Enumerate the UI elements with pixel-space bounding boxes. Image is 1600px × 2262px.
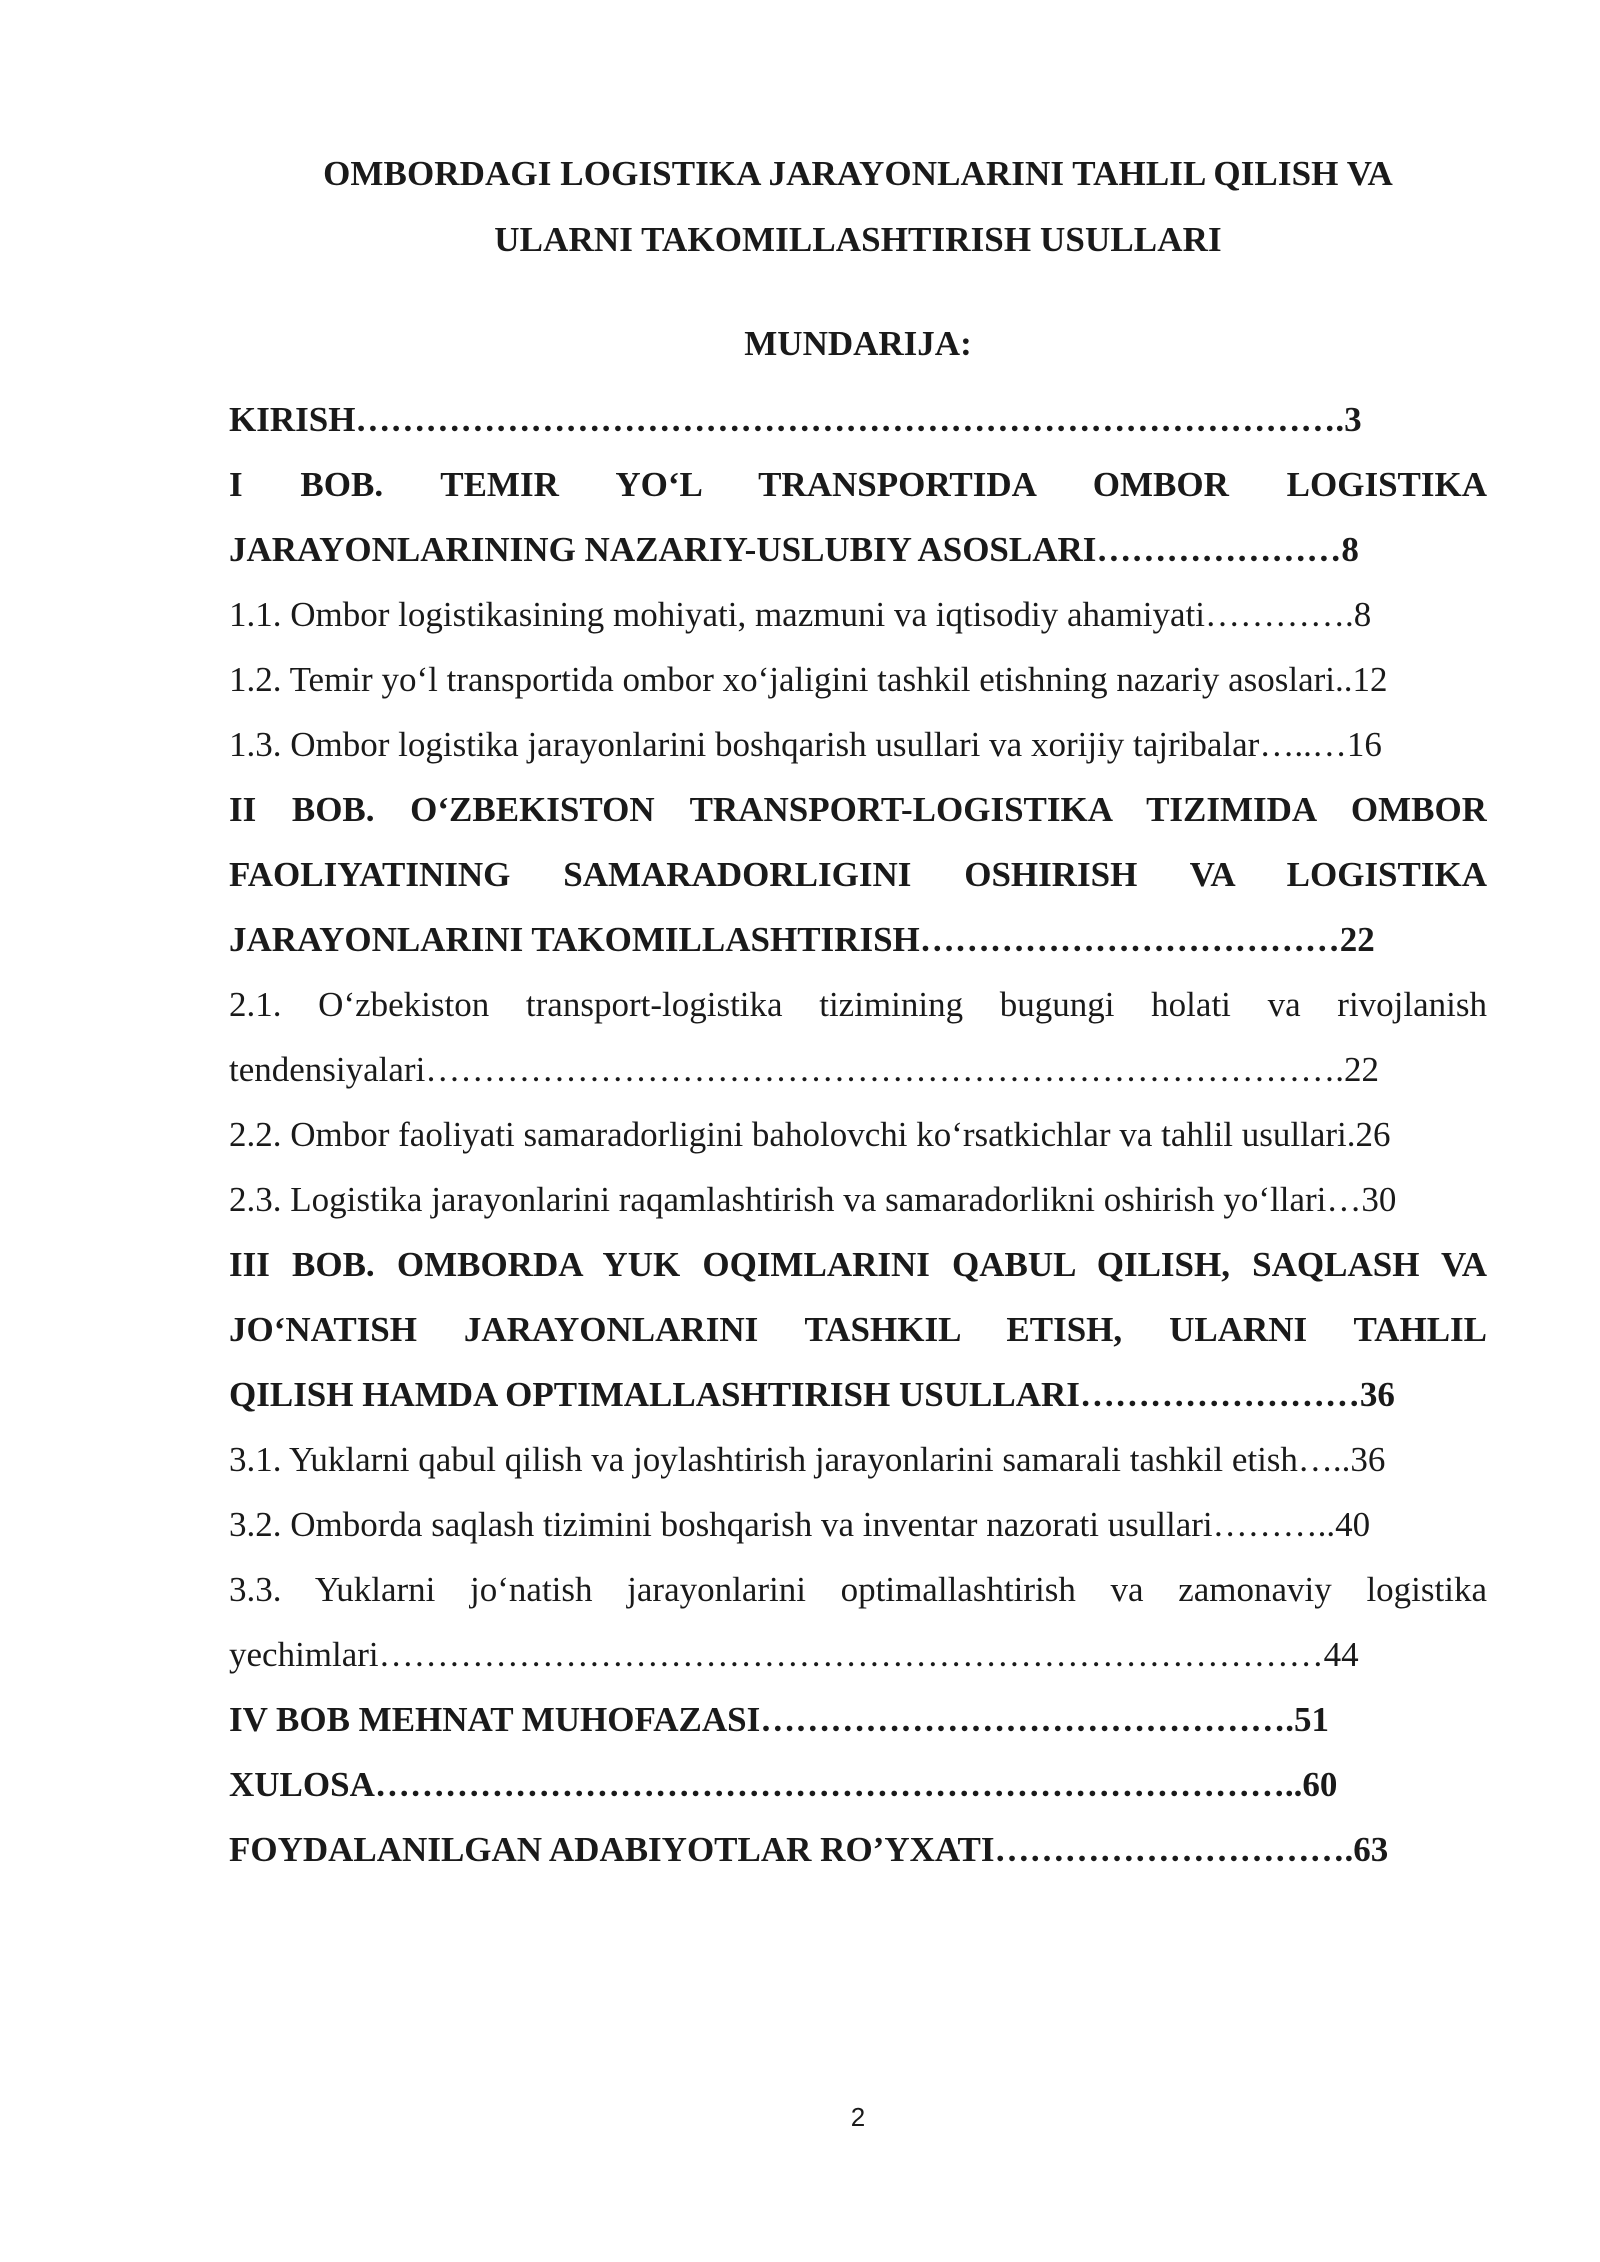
toc-entry-line: 1.3. Ombor logistika jarayonlarini boshqarish usullari va xorijiy tajribalar…..…16 (229, 725, 1382, 764)
toc-entry-line: III BOB. OMBORDA YUK OQIMLARINI QABUL QILISH, SAQLASH VA (229, 1245, 1487, 1284)
toc-heading: MUNDARIJA: (744, 324, 972, 363)
toc-entry-line: 1.2. Temir yo‘l transportida ombor xo‘jaligini tashkil etishning nazariy asoslari..12 (229, 660, 1388, 699)
toc-entry-line: 3.1. Yuklarni qabul qilish va joylashtirish jarayonlarini samarali tashkil etish…..36 (229, 1440, 1386, 1479)
toc-entry-line: I BOB. TEMIR YO‘L TRANSPORTIDA OMBOR LOGISTIKA (229, 465, 1487, 504)
toc-entry-line: JARAYONLARINING NAZARIY-USLUBIY ASOSLARI…………………8 (229, 530, 1359, 569)
document-title-line-2: ULARNI TAKOMILLASHTIRISH USULLARI (494, 220, 1222, 259)
document-title-line-1: OMBORDAGI LOGISTIKA JARAYONLARINI TAHLIL QILISH VA (323, 154, 1393, 193)
toc-entry-line: 3.2. Omborda saqlash tizimini boshqarish va inventar nazorati usullari………..40 (229, 1505, 1371, 1544)
toc-entry-line: II BOB. O‘ZBEKISTON TRANSPORT-LOGISTIKA TIZIMIDA OMBOR (229, 790, 1487, 829)
toc-entry-line: yechimlari………………………………………………………………………44 (229, 1635, 1359, 1674)
toc-entry-line: 1.1. Ombor logistikasining mohiyati, mazmuni va iqtisodiy ahamiyati………….8 (229, 595, 1372, 634)
toc-entry-line: FOYDALANILGAN ADABIYOTLAR RO’YXATI………………………….63 (229, 1830, 1389, 1869)
toc-entry-line: JARAYONLARINI TAKOMILLASHTIRISH………………………………22 (229, 920, 1375, 959)
toc-entry-line: FAOLIYATINING SAMARADORLIGINI OSHIRISH VA LOGISTIKA (229, 855, 1487, 894)
toc-entry-line: 2.3. Logistika jarayonlarini raqamlashtirish va samaradorlikni oshirish yo‘llari…30 (229, 1180, 1397, 1219)
toc-entry-line: 3.3. Yuklarni jo‘natish jarayonlarini optimallashtirish va zamonaviy logistika (229, 1570, 1487, 1609)
page-number: 2 (850, 2102, 866, 2132)
table-of-contents (229, 387, 1487, 1882)
toc-entry-line: tendensiyalari…………………………………………………………………….22 (229, 1050, 1380, 1089)
toc-entry-line: 2.1. O‘zbekiston transport-logistika tizimining bugungi holati va rivojlanish (229, 985, 1487, 1024)
toc-entry-line: QILISH HAMDA OPTIMALLASHTIRISH USULLARI……………………36 (229, 1375, 1395, 1414)
toc-entry-line: IV BOB MEHNAT MUHOFAZASI……………………………………….51 (229, 1700, 1329, 1739)
toc-entry-line: XULOSA……………………………………………………………………..60 (229, 1765, 1338, 1804)
toc-entry-line: KIRISH………………………………………………………………………….3 (229, 400, 1362, 439)
toc-entry-line: JO‘NATISH JARAYONLARINI TASHKIL ETISH, ULARNI TAHLIL (229, 1310, 1487, 1349)
toc-entry-line: 2.2. Ombor faoliyati samaradorligini baholovchi ko‘rsatkichlar va tahlil usullari.26 (229, 1115, 1391, 1154)
